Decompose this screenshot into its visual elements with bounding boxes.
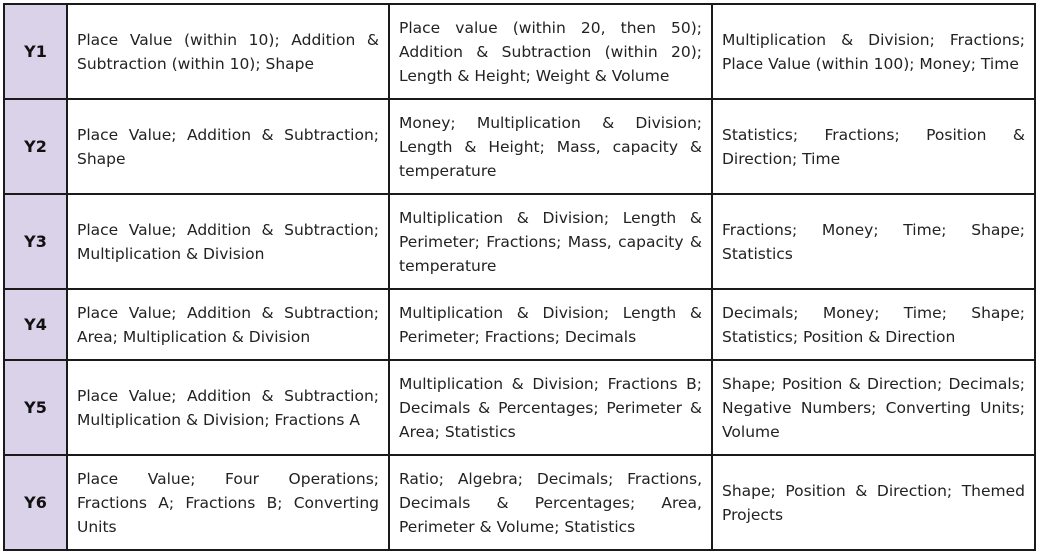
- year-label: Y2: [4, 99, 67, 194]
- term-2-topics: Ratio; Algebra; Decimals; Fractions, Decimals & Percentages; Area, Perimeter & Volume; Statistics: [389, 455, 712, 550]
- term-1-topics: Place Value; Addition & Subtraction; Multiplication & Division; Fractions A: [67, 360, 389, 455]
- term-2-topics: Multiplication & Division; Length & Perimeter; Fractions; Decimals: [389, 289, 712, 360]
- year-label: Y3: [4, 194, 67, 289]
- table-row-y4: [4, 289, 1035, 360]
- term-1-topics: Place Value (within 10); Addition & Subtraction (within 10); Shape: [67, 4, 389, 99]
- year-label: Y6: [4, 455, 67, 550]
- term-1-topics: Place Value; Addition & Subtraction; Shape: [67, 99, 389, 194]
- term-2-topics: Place value (within 20, then 50); Addition & Subtraction (within 20); Length & Height; Weight & Volume: [389, 4, 712, 99]
- curriculum-table: [3, 3, 1036, 551]
- term-1-topics: Place Value; Four Operations; Fractions A; Fractions B; Converting Units: [67, 455, 389, 550]
- term-2-topics: Multiplication & Division; Fractions B; Decimals & Percentages; Perimeter & Area; Statistics: [389, 360, 712, 455]
- table-row-y1: [4, 4, 1035, 99]
- term-1-topics: Place Value; Addition & Subtraction; Multiplication & Division: [67, 194, 389, 289]
- term-1-topics: Place Value; Addition & Subtraction; Area; Multiplication & Division: [67, 289, 389, 360]
- table-row-y3: [4, 194, 1035, 289]
- year-label: Y1: [4, 4, 67, 99]
- table-row-y5: [4, 360, 1035, 455]
- term-2-topics: Multiplication & Division; Length & Perimeter; Fractions; Mass, capacity & temperature: [389, 194, 712, 289]
- year-label: Y4: [4, 289, 67, 360]
- term-3-topics: Multiplication & Division; Fractions; Place Value (within 100); Money; Time: [712, 4, 1035, 99]
- term-3-topics: Shape; Position & Direction; Decimals; Negative Numbers; Converting Units; Volume: [712, 360, 1035, 455]
- table-row-y2: [4, 99, 1035, 194]
- year-label: Y5: [4, 360, 67, 455]
- term-3-topics: Fractions; Money; Time; Shape; Statistics: [712, 194, 1035, 289]
- term-3-topics: Decimals; Money; Time; Shape; Statistics; Position & Direction: [712, 289, 1035, 360]
- term-3-topics: Shape; Position & Direction; Themed Projects: [712, 455, 1035, 550]
- term-2-topics: Money; Multiplication & Division; Length & Height; Mass, capacity & temperature: [389, 99, 712, 194]
- table-row-y6: [4, 455, 1035, 550]
- term-3-topics: Statistics; Fractions; Position & Direction; Time: [712, 99, 1035, 194]
